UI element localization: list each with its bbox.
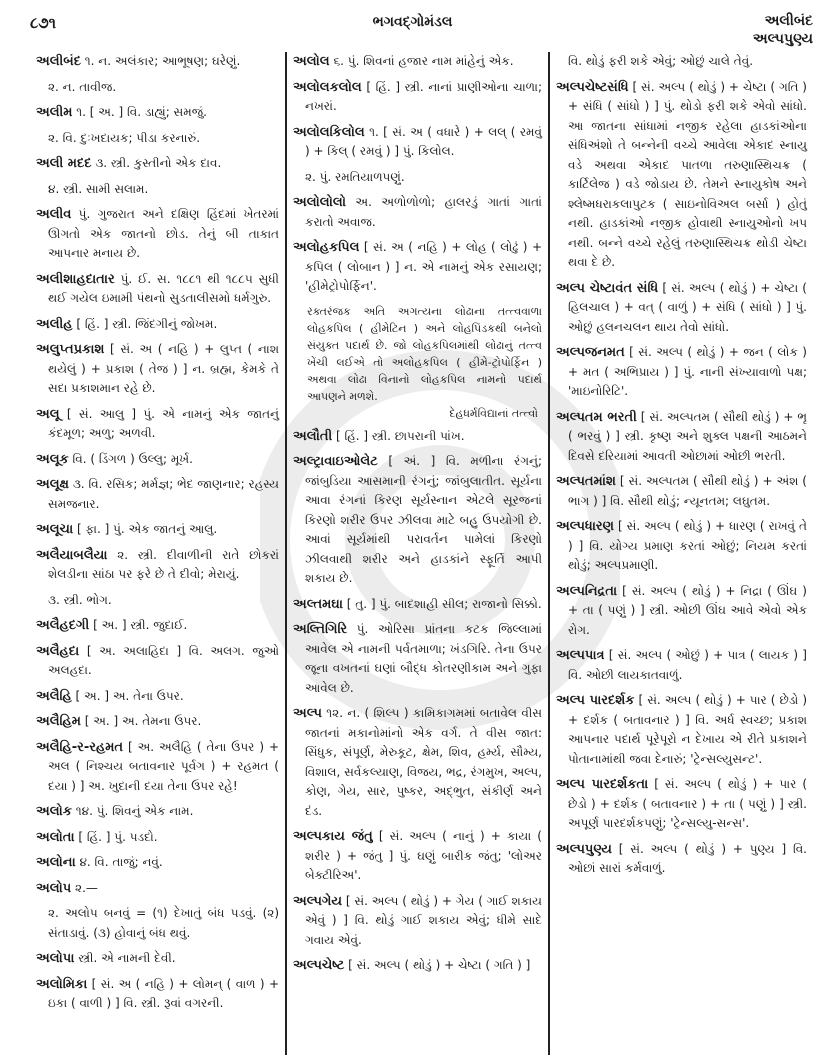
page-header [0, 8, 825, 52]
dictionary-entry [36, 270, 279, 309]
definition: ૩. સ્ત્રી. ભોગ. [48, 592, 112, 607]
column-2 [285, 52, 548, 1055]
definition: [ સં. અલ્પ ( થોડું ) + જન ( લોક ) + મત ( અભિપ્રાય ) ] પું. નાની સંખ્યાવાળો પક્ષ; 'માઇનોરિટિ'. [568, 345, 807, 398]
dictionary-entry [36, 828, 279, 848]
definition: [ અ. અલાહિદા ] વિ. અલગ. જુઓ અલહદા. [48, 643, 279, 677]
dictionary-entry [36, 52, 279, 72]
dictionary-entry [293, 78, 542, 117]
definition: [ સં. અલ્પ ( થોડું ) + નિદ્રા ( ઊંઘ ) + તા ( પણું ) ] સ્ત્રી. ઓછી ઊંઘ આવે એવો એક રોગ. [568, 583, 807, 637]
headword: અલ્પજનમત [556, 345, 625, 360]
definition: ૨.— [71, 880, 98, 895]
definition: [ સં. અલ્પ ( થોડું ) + ચેષ્ટા ( ગતિ ) + સંધિ ( સાંધો ) ] પું. થોડો ફરી શકે એવો સાંધો. આ જાતના સાંધામાં નજીક રહેલા હાડકાંઓના સંધિઅંશો તે બન્નેની વચ્ચે આવેલા એકાદ સ્નાયુ વડે અથવા એકાદ પાતળા તરુણાસ્થિચક્ર ( કાર્ટિલેજ ) વડે જોડાય છે. તેમને સ્નાયુકોષ અને શ્લેષ્મધરાકલાપુટક ( સાઇનોવિઅલ બર્સા ) હોતું નથી. હાડકાંઓ નજીક હોવાથી સ્નાયુઓનો ખપ નથી. બન્ને વચ્ચે રહેલું તરુણાસ્થિચક્ર થોડી ચેષ્ટા થવા દે છે. [568, 79, 807, 269]
headword: અલ્તિગિરિ [293, 622, 348, 637]
definition: [ સં. અ ( નહિ ) + લુપ્ત ( નાશ થયેલું ) + પ્રકાશ ( તેજ ) ] ન. બ્રહ્મ, કેમકે તે સદા પ્રકાશમાન રહે છે. [48, 342, 279, 395]
dictionary-entry [36, 949, 279, 969]
definition: [ હિં. ] પું. પડદો. [74, 829, 158, 844]
page-number: ૮૭૧ [30, 14, 57, 32]
headword: અલીમ [36, 105, 73, 120]
definition: [ અ. ] અ. તેમના ઉપર. [80, 714, 202, 728]
dictionary-entry [36, 78, 279, 98]
guide-word-last: અલ્પપુણ્ય [752, 31, 813, 47]
definition: ૧૪. પું. શિવનું એક નામ. [71, 804, 194, 818]
headword: અલોલકલોલ [293, 79, 362, 95]
book-title: ભગવદ્ગોમંડલ [372, 14, 453, 30]
dictionary-entry [36, 616, 279, 636]
dictionary-entry [556, 582, 807, 641]
definition: ૧. ન. અલંકાર; આભૂષણ; ઘરેણું. [80, 54, 241, 68]
definition: [ સં. અલ્પ ( થોડું ) + પાર ( છેડો ) + દર્શક ( બતાવનાર ) + તા ( પણું ) ] સ્ત્રી. અપૂર્ણ પારદર્શકપણું; 'ટ્રેન્સલ્યુ-સન્સ'. [568, 777, 807, 830]
headword: અલૈહિ-ર-રહમત [36, 739, 123, 755]
dictionary-entry [36, 687, 279, 707]
definition: અ. અળોળોળો; હાલરડું ગાતાં ગાતાં કરાતો અવાજ. [305, 195, 542, 229]
definition: [ હિં. ] સ્ત્રી. નાનાં પ્રાણીઓના ચાળા; નખરાં. [305, 79, 542, 113]
dictionary-entry [36, 475, 279, 514]
headword: અલૈહદગી [36, 618, 90, 633]
dictionary-entry [36, 904, 279, 943]
definition: [ સં. અલ્પ ( નાનું ) + કાયા ( શરીર ) + જંતુ ] પું. ઘણું બારીક જંતુ; 'લોઅર બેક્ટીરિઅ'. [305, 829, 542, 882]
definition: ૪. વિ. તાજું; નવું. [75, 855, 163, 869]
dictionary-entry [293, 193, 542, 232]
definition: [ સં. અલ્પ ( થોડું ) + પુણ્ય ] વિ. ઓછાં સારાં કર્મવાળું. [568, 841, 807, 875]
headword: અલ્પકાય જંતુ [293, 829, 373, 844]
dictionary-entry [293, 704, 542, 821]
definition: ૧૨. ન. ( શિલ્પ ) કામિકાગમમાં બતાવેલ વીસ જાતનાં મકાનોમાંનો એક વર્ગ. તે વીસ જાત: સિંધુક, સંપૂર્ણ, મેરુકૂટ, ક્ષેમ, શિવ, હર્મ્ય, સૌમ્ય, વિશાલ, સર્વકલ્યાણ, વિજય, ભદ્ર, રંગમુખ, અલ્પ, કોણ, ગેય, સાર, પુષ્કર, અદ્ભુત, સંકીર્ણ અને દંડ. [305, 706, 542, 818]
definition: [ સં. અલ્પ ( થોડું ) + ચેષ્ટા ( હિલચાલ ) + વત્ ( વાળું ) + સંધિ ( સાંધો ) ] પું. ઓછું હલનચલન થાય તેવો સાંધો. [568, 280, 807, 334]
headword: અલ્પ પારદર્શકતા [556, 777, 649, 792]
definition: ૩. સ્ત્રી. કુસ્તીનો એક દાવ. [91, 156, 222, 170]
definition: [ અં. ] વિ. મળીના રંગનું; જાંબુડિયા આસમાની રંગનું; જાંબુલાતીત. સૂર્યના આવા રંગનાં કિરણ સૂર્યસ્નાન એટલે સૂરજનાં કિરણો શરીર ઉપર ઝીલવા માટે બહુ ઉપયોગી છે. આવાં સૂર્યમાંથી પરાવર્તન પામેલાં કિરણો ઝીલવાથી શરીર અને હાડકાંને સ્ફૂર્તિ આપી શકાય છે. [305, 454, 542, 585]
headword: અલૈહિ [36, 688, 72, 704]
headword: અલ્પધારણ [556, 519, 614, 534]
column-1 [30, 52, 285, 1055]
column-3 [548, 52, 813, 1055]
headword: અલોક [36, 804, 72, 819]
dictionary-entry [293, 956, 542, 976]
definition: [ સં. અલ્પતમ ( સૌથી થોડું ) + અંશ ( ભાગ ) ] વિ. સૌથી થોડું; ન્યૂનતમ; લઘુતમ. [568, 474, 807, 508]
dictionary-entry [556, 343, 807, 402]
dictionary-entry [36, 103, 279, 123]
dictionary-entry [556, 691, 807, 769]
dictionary-entry [293, 168, 542, 188]
headword: અલ્પનિદ્રતા [556, 583, 618, 599]
dictionary-entry [556, 472, 807, 511]
headword: અલોલકિલોલ [293, 124, 365, 140]
headword: અલીવ [36, 207, 72, 222]
definition: [ સં. અલ્પ ( થોડું ) + ગેય ( ગાઈ શકાય એવું ) ] વિ. થોડું ગાઈ શકાય એવું; ધીમે સાદે ગવાય એવું. [305, 893, 542, 947]
dictionary-entry [556, 52, 807, 72]
definition: પું. ઈ. સ. ૧૮૮૧ થી ૧૮૮૫ સુધી થઈ ગયેલ ઇમામી પંથનો સુડતાલીસમો ધર્મગુરુ. [48, 271, 279, 305]
dictionary-entry [36, 340, 279, 399]
dictionary-entry [293, 238, 542, 297]
headword: અલ્પ ચેષ્ટાવંત સંધિ [556, 280, 659, 296]
definition: [ હિં. ] સ્ત્રી. છાપરાની પાંખ. [332, 428, 465, 443]
dictionary-entry [36, 450, 279, 470]
definition: ૨. સ્ત્રી. દીવાળીની રાતે છોકરાં શેલડીના સાંઠા પર ફરે છે તે દીવો; મેરાયું. [48, 547, 279, 581]
dictionary-entry [293, 827, 542, 886]
headword: અલ્પ પારદર્શક [556, 693, 635, 708]
headword: અલીબંદ [36, 54, 81, 69]
headword: અલૈહદા [36, 643, 80, 659]
headword: અલોમિકા [36, 976, 88, 992]
definition: ૨. અલોપ બનવું = (૧) દેખાતું બંધ પડવું. (૨) સંતાડાવું. (૩) હોવાનું બંધ થવું. [48, 906, 279, 940]
headword: અલૂક [36, 451, 69, 467]
headword: અલૂ [36, 406, 60, 422]
dictionary-entry [36, 180, 279, 200]
headword: અલોલ [293, 54, 330, 69]
headword: અલ્પતમ ભરતી [556, 409, 637, 425]
dictionary-entry [36, 802, 279, 822]
headword: અલોતા [36, 829, 75, 845]
dictionary-entry [293, 452, 542, 589]
dictionary-entry [36, 879, 279, 899]
dictionary-entry [36, 205, 279, 264]
headword: અલીહ [36, 316, 73, 332]
definition: [ સં. અ ( નહિ ) + લોમન્ ( વાળ ) + ઇકા ( વાળી ) ] વિ. સ્ત્રી. રૂવાં વગરની. [48, 976, 279, 1010]
headword: અલુપ્તપ્રકાશ [36, 342, 105, 357]
quoted-note: રક્તરંજક અતિ અગત્યના લોઢાના તત્ત્વવાળા લોહકપિલ ( હીમેટિન ) અને લોહપિંડકથી બનેલો સંયુક્ત પદાર્થ છે. જો લોહકપિલમાંથી લોઢાનું તત્ત્વ ખેંચી લઈએ તો અલોહકપિલ ( હીમે-ટ્રોપોર્ફિન ) અથવા લોઢા વિનાનો લોહકપિલ નામનો પદાર્થ આપણને મળશે. [307, 304, 542, 403]
dictionary-entry [556, 646, 807, 685]
dictionary-entry [556, 840, 807, 879]
headword: અલ્પપુણ્ય [556, 841, 612, 857]
dictionary-entry [293, 892, 542, 951]
headword: અલ્પ [293, 706, 322, 721]
dictionary-entry [556, 517, 807, 576]
headword: અલોપ [36, 880, 72, 896]
headword: અલ્પચેષ્ટ [293, 958, 345, 973]
definition: ૨. પું. રમતિયાળપણું. [305, 169, 405, 184]
definition: ૨. ન. તાવીજ. [48, 79, 117, 94]
headword: અલ્પપાત્ર [556, 648, 605, 663]
dictionary-entry [293, 620, 542, 698]
definition: [ હિં. ] સ્ત્રી. જિંદગીનું જોખમ. [72, 316, 218, 331]
definition: પું. ગુજરાત અને દક્ષિણ હિંદમાં ખેતરમાં ઊગતો એક જાતનો છોડ. તેનું બી તાકાત આપનાર મનાય છે. [48, 207, 279, 260]
headword: અલોના [36, 855, 76, 870]
dictionary-entry [36, 712, 279, 732]
definition: [ સં. અ ( નહિ ) + લોહ ( લોઢું ) + કપિલ ( લોબાન ) ] ન. એ નામનું એક રસાયણ; 'હીમેટ્રોપોર્ફિન'. [305, 240, 542, 293]
dictionary-entry [36, 546, 279, 585]
headword: અલોલોલો [293, 195, 346, 210]
headword: અલોપા [36, 951, 75, 966]
dictionary-entry [293, 427, 542, 447]
definition: [ સં. આલુ ] પું. એ નામનું એક જાતનું કંદમૂળ; અળુ; અળવી. [48, 406, 279, 440]
dictionary-entry [293, 595, 542, 615]
dictionary-entry [36, 591, 279, 611]
dictionary-entry [36, 315, 279, 335]
dictionary-entry [36, 738, 279, 797]
headword: અલી મદદ [36, 156, 92, 171]
definition: [ ફા. ] પું. એક જાતનું આલુ. [73, 522, 218, 536]
guide-words [753, 12, 813, 48]
headword: અલ્પગેય [293, 893, 343, 909]
headword: અલૂક્ષ [36, 477, 69, 492]
definition: વિ. ( ડિંગળ ) ઉલ્લુ; મૂર્ખ. [68, 451, 193, 466]
definition: ૨. વિ. દુઃખદાયક; પીડા કરનારું. [48, 130, 201, 145]
headword: અલૌતી [293, 428, 333, 444]
headword: અલ્તમઘા [293, 596, 343, 612]
dictionary-entry [556, 279, 807, 338]
definition: [ સં. અલ્પ ( થોડું ) + પાર ( છેડો ) + દર્શક ( બતાવનાર ) ] વિ. અર્ધ સ્વચ્છ; પ્રકાશ આપનાર પદાર્થ પૂરેપૂરો ન દેખાય એ રીતે પ્રકાશને પોતાનામાંથી જવા દેનારું; 'ટ્રેન્સલ્યુસન્ટ'. [568, 693, 808, 766]
definition: [ સં. અલ્પતમ ( સૌથી થોડું ) + ભૃ ( ભરવું ) ] સ્ત્રી. કૃષ્ણ અને શુક્લ પક્ષની આઠમને દિવસે દરિયામાં આવતી ઓછામાં ઓછી ભરતી. [568, 409, 807, 463]
definition: [ અ. ] અ. તેના ઉપર. [71, 688, 184, 703]
definition: પું. ઓરિસા પ્રાંતના કટક જિલ્લામાં આવેલ એ નામની પર્વતમાળા; ખંડગિરિ. તેના ઉપર જૂના વખતનાં ઘણાં બૌદ્ધ કોતરણીકામ અને ગુફા આવેલ છે. [305, 622, 542, 695]
headword: અલૈહિમ [36, 714, 81, 729]
definition: [ સં. અલ્પ ( થોડું ) + ધારણ ( રાખવું તે ) ] વિ. યોગ્ય પ્રમાણ કરતાં ઓછું; નિયમ કરતાં થોડું; અલ્પપ્રમાણી. [568, 519, 807, 572]
headword: અલીશાહદાતાર [36, 271, 115, 287]
definition: ૪. સ્ત્રી. સામી સલામ. [48, 181, 149, 196]
definition: [ અ. અલૈહિ ( તેના ઉપર ) + અલ ( નિશ્ચય બતાવનાર પૂર્વગ ) + રહમત ( દયા ) ] અ. ખુદાની દયા તેના ઉપર રહે! [48, 739, 279, 793]
dictionary-entry [36, 154, 279, 174]
dictionary-entry [556, 775, 807, 834]
dictionary-entry [36, 642, 279, 681]
dictionary-entry [36, 405, 279, 444]
headword: અલૈયાબલૈયા [36, 547, 108, 563]
dictionary-entry [36, 129, 279, 149]
definition: સ્ત્રી. એ નામની દેવી. [74, 951, 176, 965]
dictionary-entry [556, 408, 807, 467]
dictionary-entry [293, 123, 542, 162]
definition: [ સં. અલ્પ ( ઓછું ) + પાત્ર ( લાયક ) ] વિ. ઓછી લાયકાતવાળું. [568, 648, 807, 682]
definition: [ તુ. ] પું. બાદશાહી સીલ; રાજાનો સિક્કો. [342, 596, 542, 611]
dictionary-entry [293, 52, 542, 72]
headword: અલૂચા [36, 522, 74, 537]
definition: [ સં. અલ્પ ( થોડું ) + ચેષ્ટા ( ગતિ ) ] [344, 958, 531, 972]
guide-word-first: અલીબંદ [764, 13, 813, 29]
headword: અલ્પતમાંશ [556, 474, 616, 489]
dictionary-entry [36, 975, 279, 1014]
dictionary-entry [36, 520, 279, 540]
definition: ૬. પું. શિવનાં હજાર નામ માંહેનું એક. [329, 54, 514, 68]
dictionary-entry [36, 853, 279, 873]
definition: વિ. થોડું ફરી શકે એવું; ઓછું ચાલે તેવું. [568, 54, 754, 68]
definition: ૧. [ અ. ] વિ. ડાહ્યું; સમજું. [72, 105, 207, 119]
definition: ૧. [ સં. અ ( વધારે ) + લલ્ ( રમવું ) + કિલ્ ( રમવું ) ] પું. કિલોલ. [305, 124, 542, 158]
dictionary-entry [556, 78, 807, 273]
headword: અલ્ટ્રાવાઇઓલેટ [293, 454, 378, 469]
headword: અલ્પચેષ્ટસંધિ [556, 79, 629, 95]
dictionary-columns [30, 52, 813, 1055]
definition: [ અ. ] સ્ત્રી. જુદાઈ. [89, 618, 188, 632]
note-source: દેહધર્મવિદ્યાનાં તત્ત્વો [449, 406, 538, 420]
definition: ૩. વિ. રસિક; મર્મજ્ઞ; ભેદ જાણનાર; રહસ્ય સમજનાર. [48, 477, 279, 511]
headword: અલોહકપિલ [293, 240, 360, 255]
